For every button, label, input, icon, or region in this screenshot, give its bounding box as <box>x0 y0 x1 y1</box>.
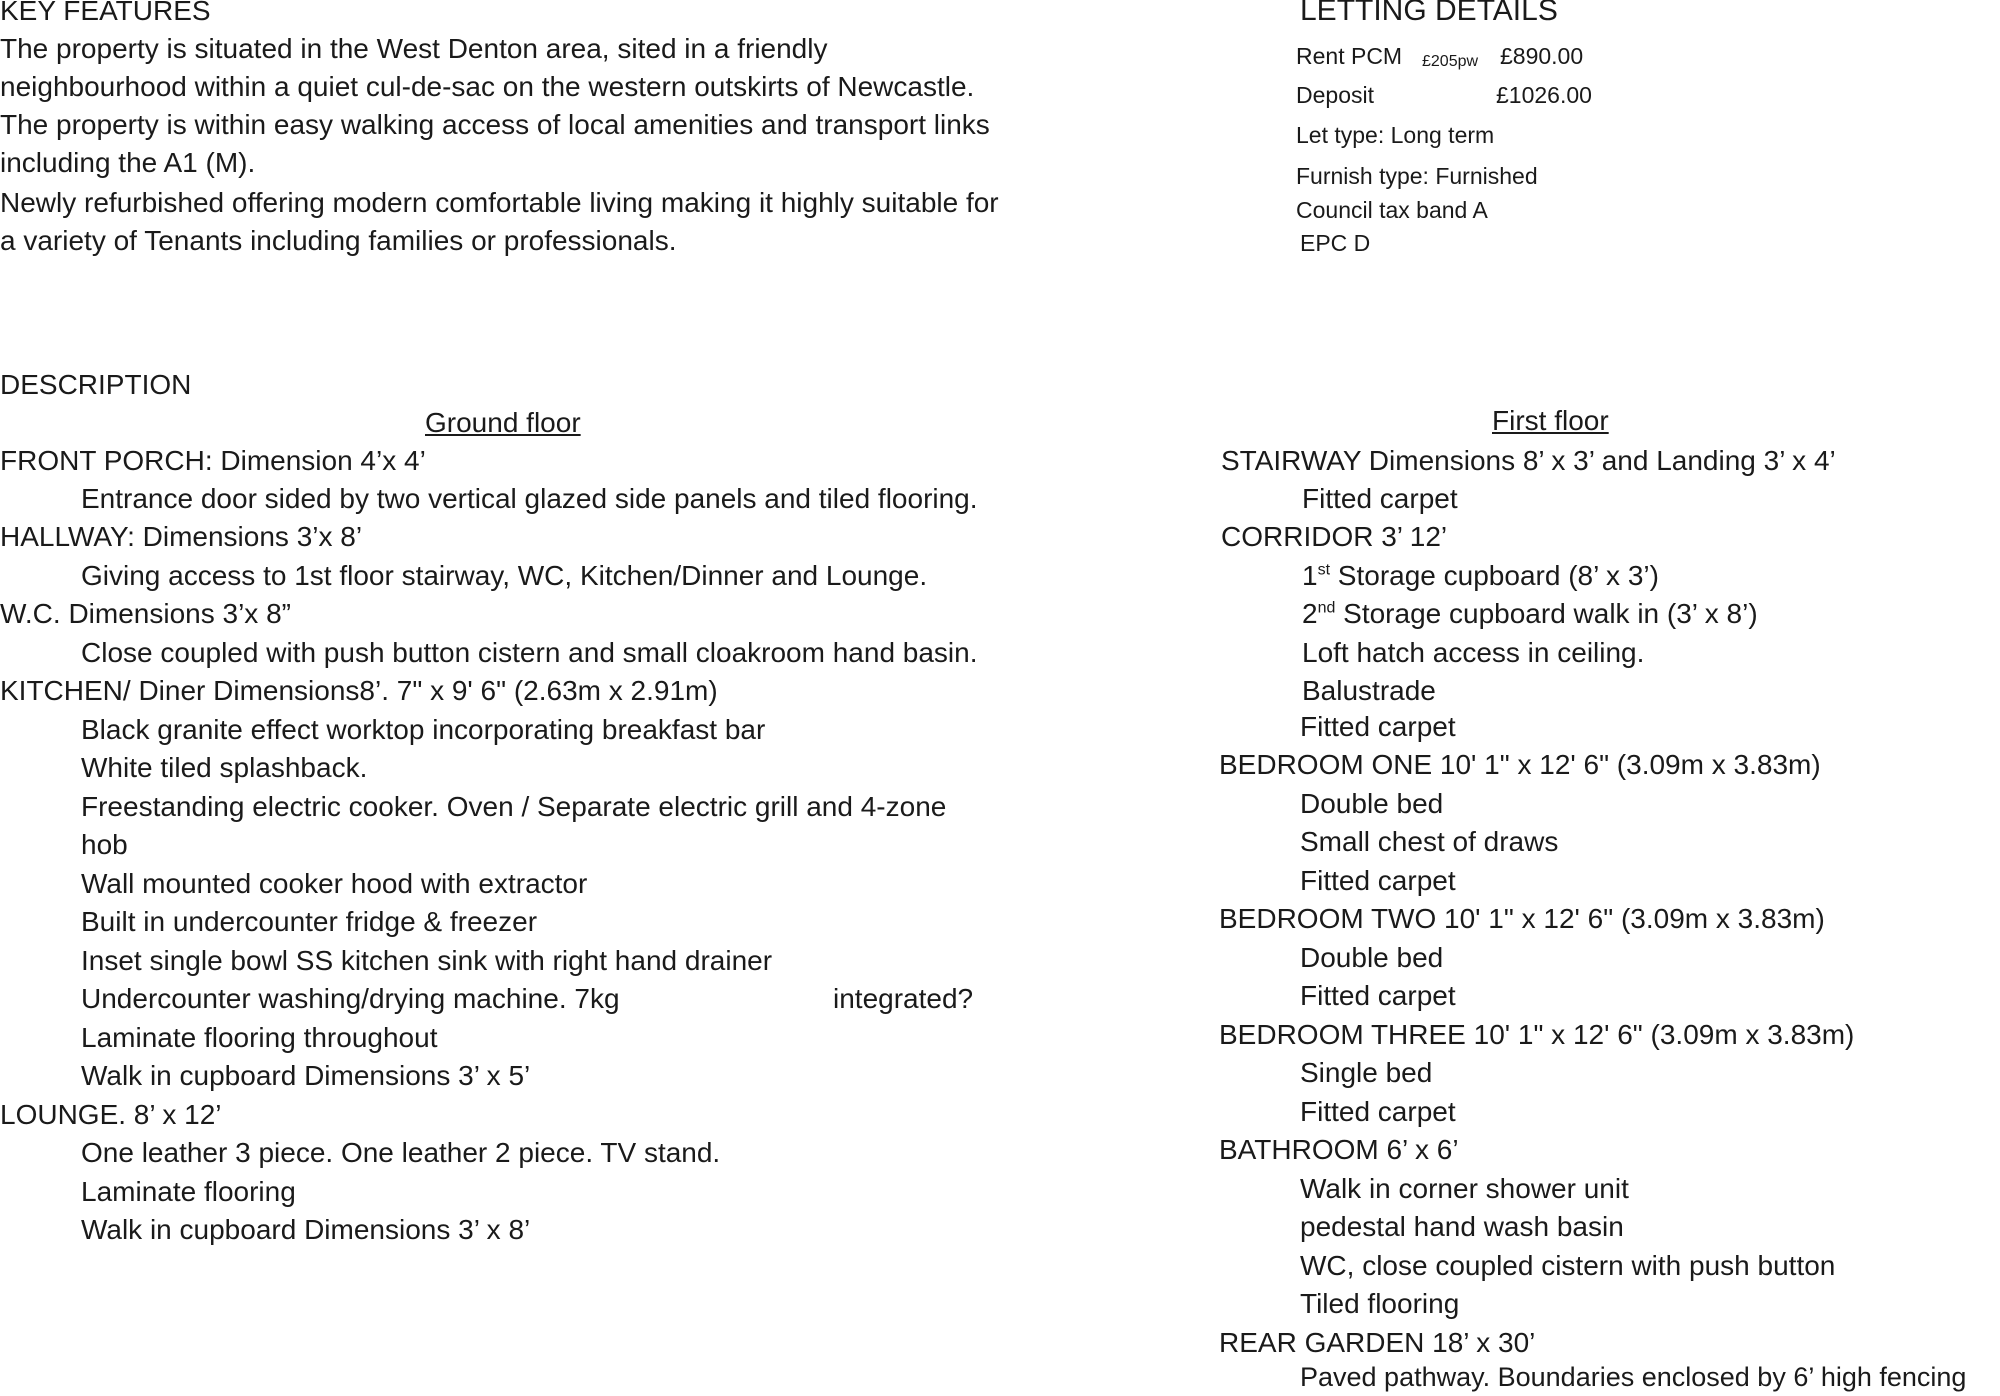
let-type: Let type: Long term <box>1296 122 1495 148</box>
storage1-text: Storage cupboard (8’ x 3’) <box>1330 560 1659 591</box>
ground-floor-line: White tiled splashback. <box>81 752 368 783</box>
first-floor-line: Loft hatch access in ceiling. <box>1302 637 1645 668</box>
first-floor-line: Small chest of draws <box>1300 826 1559 857</box>
first-floor-line: Single bed <box>1300 1057 1433 1088</box>
rent-per-week: £205pw <box>1422 53 1479 70</box>
storage2-ordinal: nd <box>1317 599 1336 617</box>
first-floor-line: Fitted carpet <box>1300 980 1456 1011</box>
first-floor-line: WC, close coupled cistern with push button <box>1300 1250 1836 1281</box>
description-heading: DESCRIPTION <box>0 369 192 400</box>
first-floor-line: BEDROOM ONE 10' 1" x 12' 6" (3.09m x 3.83m) <box>1219 749 1821 780</box>
ground-floor-line: hob <box>81 829 128 860</box>
first-floor-line <box>1302 595 1758 633</box>
integrated-note: integrated? <box>833 983 974 1014</box>
first-floor-line: Fitted carpet <box>1300 865 1456 896</box>
ground-floor-line: W.C. Dimensions 3’x 8” <box>0 598 291 629</box>
first-floor-line: Fitted carpet <box>1300 1096 1456 1127</box>
first-floor-line: Paved pathway. Boundaries enclosed by 6’ high fencing <box>1300 1362 1967 1392</box>
ground-floor-line: Undercounter washing/drying machine. 7kg <box>81 983 620 1014</box>
first-floor-line: Walk in corner shower unit <box>1300 1173 1629 1204</box>
ground-floor-line: Entrance door sided by two vertical glazed side panels and tiled flooring. <box>81 483 978 514</box>
ground-floor-title: Ground floor <box>425 407 581 438</box>
rent-value: £890.00 <box>1500 43 1584 69</box>
first-floor-line: BEDROOM THREE 10' 1" x 12' 6" (3.09m x 3.83m) <box>1219 1019 1855 1050</box>
key-features-paragraph-1: The property is situated in the West Denton area, sited in a friendly neighbourhood within a quiet cul-de-sac on the western outskirts of Newcastle. The property is within easy walking access of local amenities and transport links including the A1 (M). <box>0 33 990 178</box>
first-floor-line: BEDROOM TWO 10' 1" x 12' 6" (3.09m x 3.83m) <box>1219 903 1825 934</box>
ground-floor-line: HALLWAY: Dimensions 3’x 8’ <box>0 521 363 552</box>
first-floor-line: Tiled flooring <box>1300 1288 1460 1319</box>
first-floor-line: Balustrade <box>1302 675 1436 706</box>
ground-floor-line: Walk in cupboard Dimensions 3’ x 8’ <box>81 1214 531 1245</box>
rent-label: Rent PCM <box>1296 43 1403 69</box>
furnish-type: Furnish type: Furnished <box>1296 163 1538 189</box>
first-floor-line: pedestal hand wash basin <box>1300 1211 1624 1242</box>
storage2-text: Storage cupboard walk in (3’ x 8’) <box>1335 598 1758 629</box>
storage1-ordinal: st <box>1317 561 1331 579</box>
first-floor-line: STAIRWAY Dimensions 8’ x 3’ and Landing 3’ x 4’ <box>1221 445 1836 476</box>
key-features-paragraph-2: Newly refurbished offering modern comfortable living making it highly suitable for a variety of Tenants including families or professionals. <box>0 187 999 256</box>
key-features-heading: KEY FEATURES <box>0 0 211 26</box>
letting-details-heading: LETTING DETAILS <box>1300 0 1558 27</box>
ground-floor-line: Close coupled with push button cistern and small cloakroom hand basin. <box>81 637 978 668</box>
first-floor-line <box>1302 557 1659 595</box>
deposit-label: Deposit <box>1296 82 1374 108</box>
ground-floor-line: KITCHEN/ Diner Dimensions8’. 7" x 9' 6" (2.63m x 2.91m) <box>0 675 718 706</box>
first-floor-line: REAR GARDEN 18’ x 30’ <box>1219 1327 1536 1358</box>
epc-rating: EPC D <box>1300 230 1371 256</box>
first-floor-line: Fitted carpet <box>1300 711 1456 742</box>
first-floor-line: Double bed <box>1300 942 1444 973</box>
ground-floor-line: Laminate flooring <box>81 1176 296 1207</box>
first-floor-line: Double bed <box>1300 788 1444 819</box>
storage1-number: 1 <box>1302 560 1318 591</box>
council-tax-band: Council tax band A <box>1296 197 1488 223</box>
deposit-value: £1026.00 <box>1496 82 1592 108</box>
ground-floor-line: Inset single bowl SS kitchen sink with right hand drainer <box>81 945 773 976</box>
first-floor-line: BATHROOM 6’ x 6’ <box>1219 1134 1459 1165</box>
ground-floor-line: Black granite effect worktop incorporating breakfast bar <box>81 714 766 745</box>
ground-floor-line: FRONT PORCH: Dimension 4’x 4’ <box>0 445 426 476</box>
ground-floor-line: Giving access to 1st floor stairway, WC, Kitchen/Dinner and Lounge. <box>81 560 928 591</box>
ground-floor-line: One leather 3 piece. One leather 2 piece. TV stand. <box>81 1137 721 1168</box>
ground-floor-line: Walk in cupboard Dimensions 3’ x 5’ <box>81 1060 531 1091</box>
ground-floor-line: Wall mounted cooker hood with extractor <box>81 868 588 899</box>
ground-floor-line: Laminate flooring throughout <box>81 1022 438 1053</box>
first-floor-title: First floor <box>1492 405 1609 436</box>
storage2-number: 2 <box>1302 598 1318 629</box>
ground-floor-line: Built in undercounter fridge & freezer <box>81 906 538 937</box>
first-floor-line: Fitted carpet <box>1302 483 1458 514</box>
ground-floor-line: Freestanding electric cooker. Oven / Separate electric grill and 4-zone <box>81 791 947 822</box>
first-floor-line: CORRIDOR 3’ 12’ <box>1221 521 1448 552</box>
ground-floor-line: LOUNGE. 8’ x 12’ <box>0 1099 222 1130</box>
